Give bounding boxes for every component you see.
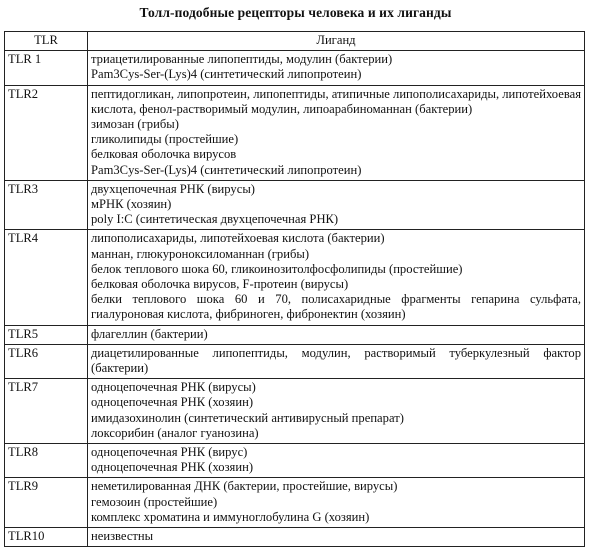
ligand-cell bbox=[88, 325, 585, 344]
ligand-entry: белки теплового шока 60 и 70, полисахаридные фрагменты гепарина сульфата, гиалуроновая кислота, фибриноген, фибронектин (хозяин) bbox=[91, 292, 581, 322]
tlr-cell: TLR7 bbox=[5, 379, 88, 444]
table-row bbox=[5, 230, 585, 325]
ligand-cell bbox=[88, 379, 585, 444]
table-row bbox=[5, 528, 585, 547]
ligand-entry: Pam3Cys-Ser-(Lys)4 (синтетический липопротеин) bbox=[91, 67, 362, 82]
ligand-cell bbox=[88, 528, 585, 547]
document-title: Толл-подобные рецепторы человека и их лиганды bbox=[139, 5, 452, 20]
table-header-row bbox=[5, 32, 585, 51]
table-body bbox=[5, 51, 585, 547]
ligand-entry: Pam3Cys-Ser-(Lys)4 (синтетический липопротеин) bbox=[91, 162, 362, 177]
ligand-entry: гемозоин (простейшие) bbox=[91, 494, 218, 509]
ligand-entry: пептидогликан, липопротеин, липопептиды, атипичные липополисахариды, липотейхоевая кислота, фенол-растворимый модулин, липоарабиноманнан (бактерии) bbox=[91, 86, 581, 116]
ligand-entry: комплекс хроматина и иммуноглобулина G (хозяин) bbox=[91, 509, 370, 524]
tlr-cell: TLR5 bbox=[5, 325, 88, 344]
ligand-entry: диацетилированные липопептиды, модулин, растворимый туберкулезный фактор (бактерии) bbox=[91, 345, 581, 376]
ligand-cell bbox=[88, 230, 585, 325]
column-header-tlr: TLR bbox=[5, 32, 88, 51]
ligand-entry: локсорибин (аналог гуанозина) bbox=[91, 425, 259, 440]
ligand-entry: триацетилированные липопептиды, модулин (бактерии) bbox=[91, 52, 393, 67]
ligand-entry: одноцепочечная РНК (хозяин) bbox=[91, 460, 254, 475]
ligand-entry: белковая оболочка вирусов bbox=[91, 147, 237, 162]
ligand-entry: одноцепочечная РНК (хозяин) bbox=[91, 395, 254, 410]
ligand-entry: одноцепочечная РНК (вирусы) bbox=[91, 380, 256, 395]
table-row bbox=[5, 444, 585, 478]
ligand-entry: маннан, глюкуроноксиломаннан (грибы) bbox=[91, 246, 310, 261]
table-row bbox=[5, 478, 585, 528]
ligand-cell bbox=[88, 444, 585, 478]
ligand-entry: белковая оболочка вирусов, F-протеин (вирусы) bbox=[91, 277, 349, 292]
ligand-cell bbox=[88, 85, 585, 180]
ligand-entry: неметилированная ДНК (бактерии, простейшие, вирусы) bbox=[91, 479, 398, 494]
table-row bbox=[5, 379, 585, 444]
ligand-entry: poly I:C (синтетическая двухцепочечная РНК) bbox=[91, 212, 339, 227]
ligand-entry: имидазохинолин (синтетический антивирусный препарат) bbox=[91, 410, 404, 425]
table-row bbox=[5, 325, 585, 344]
ligand-entry: мРНК (хозяин) bbox=[91, 197, 172, 212]
ligand-cell bbox=[88, 51, 585, 85]
column-header-ligand: Лиганд bbox=[88, 32, 585, 51]
table-row bbox=[5, 344, 585, 378]
ligand-entry: неизвестны bbox=[91, 529, 154, 544]
ligand-cell bbox=[88, 344, 585, 378]
table-row bbox=[5, 180, 585, 230]
tlr-cell: TLR9 bbox=[5, 478, 88, 528]
ligand-entry: флагеллин (бактерии) bbox=[91, 326, 208, 341]
ligand-entry: белок теплового шока 60, гликоинозитолфосфолипиды (простейшие) bbox=[91, 261, 463, 276]
ligand-entry: двухцепочечная РНК (вирусы) bbox=[91, 181, 255, 196]
receptor-ligand-table bbox=[4, 31, 585, 547]
table-row bbox=[5, 85, 585, 180]
ligand-entry: зимозан (грибы) bbox=[91, 117, 179, 132]
tlr-cell: TLR6 bbox=[5, 344, 88, 378]
tlr-cell: TLR4 bbox=[5, 230, 88, 325]
ligand-entry: одноцепочечная РНК (вирус) bbox=[91, 445, 248, 460]
tlr-cell: TLR3 bbox=[5, 180, 88, 230]
ligand-cell bbox=[88, 478, 585, 528]
ligand-entry: липополисахариды, липотейхоевая кислота (бактерии) bbox=[91, 231, 385, 246]
ligand-cell bbox=[88, 180, 585, 230]
tlr-cell: TLR 1 bbox=[5, 51, 88, 85]
table-row bbox=[5, 51, 585, 85]
tlr-cell: TLR10 bbox=[5, 528, 88, 547]
tlr-cell: TLR2 bbox=[5, 85, 88, 180]
tlr-cell: TLR8 bbox=[5, 444, 88, 478]
ligand-entry: гликолипиды (простейшие) bbox=[91, 132, 239, 147]
